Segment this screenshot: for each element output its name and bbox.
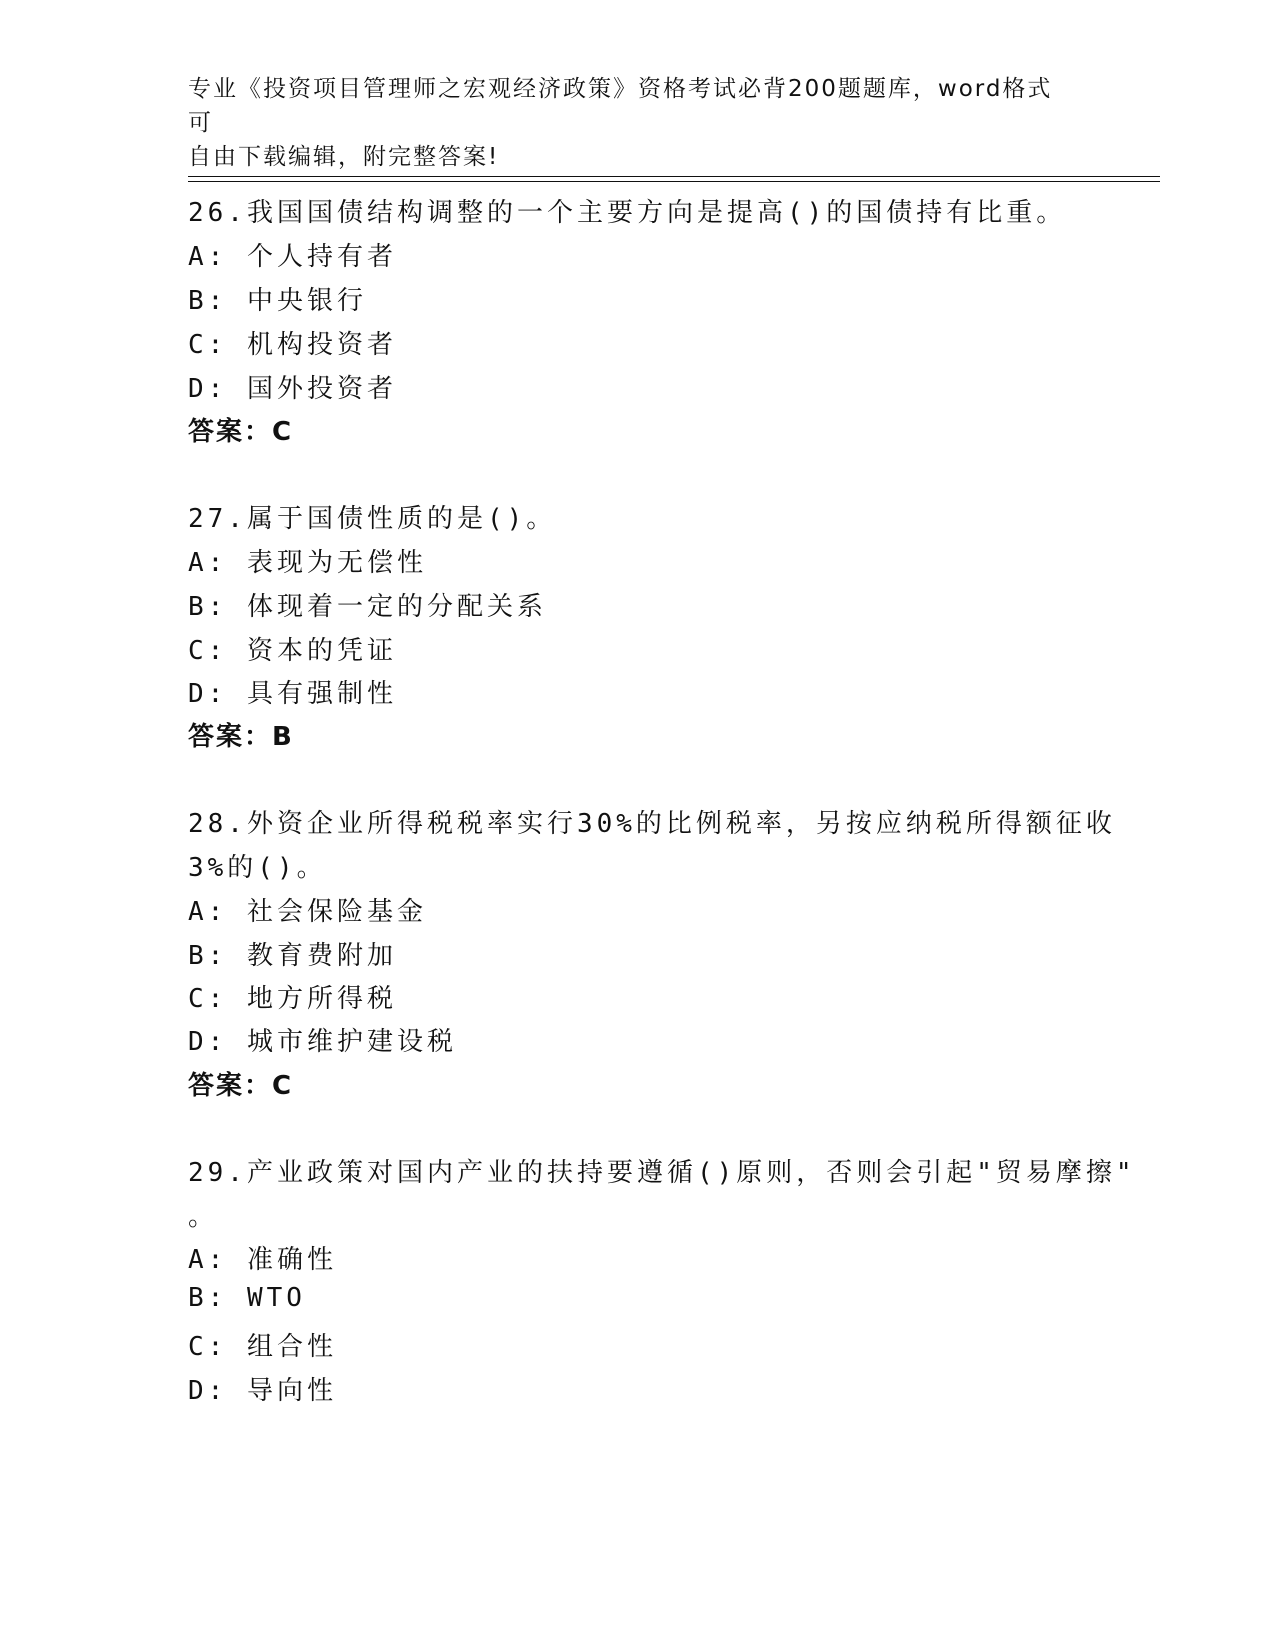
header-rule-bottom	[188, 181, 1160, 182]
question-26-option-b: B: 中央银行	[188, 286, 367, 316]
question-27-option-b: B: 体现着一定的分配关系	[188, 592, 547, 622]
question-27-stem: 27.属于国债性质的是()。	[188, 504, 557, 534]
question-29-option-d: D: 导向性	[188, 1376, 337, 1406]
question-28-stem-line-2: 3%的()。	[188, 853, 327, 883]
document-header	[188, 72, 1068, 174]
question-29-stem-line-1: 29.产业政策对国内产业的扶持要遵循()原则，否则会引起"贸易摩擦"	[188, 1158, 1136, 1188]
question-29-stem-line-2: 。	[188, 1202, 219, 1232]
question-28-answer: 答案：C	[188, 1071, 294, 1101]
question-29-option-b: B: WTO	[188, 1283, 306, 1313]
question-26-option-c: C: 机构投资者	[188, 330, 397, 360]
header-line-2: 自由下载编辑，附完整答案!	[188, 144, 500, 170]
question-26-answer: 答案：C	[188, 417, 294, 447]
question-29-option-a: A: 准确性	[188, 1245, 337, 1275]
question-28-stem-line-1: 28.外资企业所得税税率实行30%的比例税率，另按应纳税所得额征收	[188, 809, 1116, 839]
question-27-option-d: D: 具有强制性	[188, 679, 397, 709]
question-26-option-d: D: 国外投资者	[188, 374, 397, 404]
question-28-option-d: D: 城市维护建设税	[188, 1027, 457, 1057]
question-29-option-c: C: 组合性	[188, 1332, 337, 1362]
question-27-answer: 答案：B	[188, 722, 294, 752]
question-28-option-a: A: 社会保险基金	[188, 897, 427, 927]
header-line-1: 专业《投资项目管理师之宏观经济政策》资格考试必背200题题库，word格式可	[188, 76, 1053, 136]
question-28-option-b: B: 教育费附加	[188, 941, 397, 971]
question-27-option-c: C: 资本的凭证	[188, 636, 397, 666]
question-28-option-c: C: 地方所得税	[188, 984, 397, 1014]
question-26-option-a: A: 个人持有者	[188, 242, 397, 272]
question-27-option-a: A: 表现为无偿性	[188, 548, 427, 578]
header-rule-top	[188, 176, 1160, 177]
question-26-stem: 26.我国国债结构调整的一个主要方向是提高()的国债持有比重。	[188, 198, 1067, 228]
